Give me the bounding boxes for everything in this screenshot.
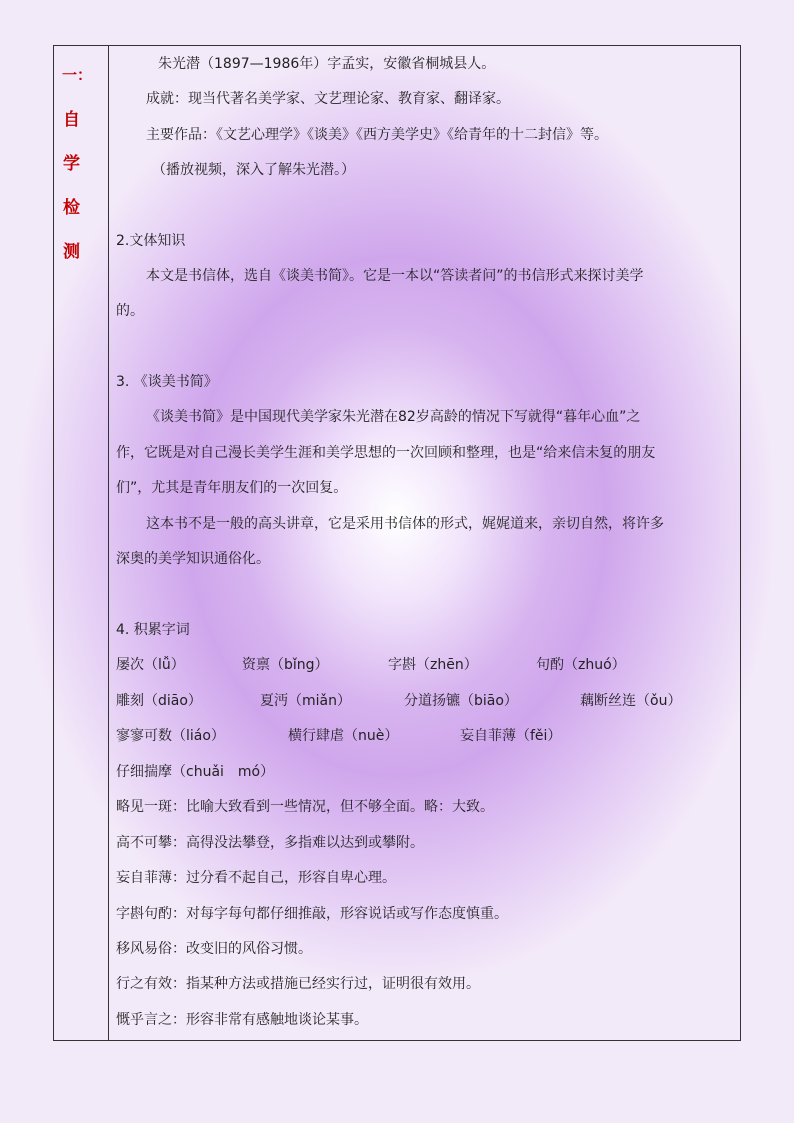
pinyin-item: 屡次（lǚ） <box>116 657 185 673</box>
pinyin-item: 寥寥可数（liáo） <box>116 728 225 744</box>
definition-item: 字斟句酌：对每字每句都仔细推敲，形容说话或写作态度慎重。 <box>116 906 508 922</box>
genre-heading: 2.文体知识 <box>116 233 186 249</box>
definition-item: 略见一斑：比喻大致看到一些情况，但不够全面。略：大致。 <box>116 799 494 815</box>
book-para2-line2: 深奥的美学知识通俗化。 <box>116 551 270 567</box>
pinyin-item: 字斟（zhēn） <box>388 657 478 673</box>
pinyin-item: 分道扬镳（biāo） <box>404 693 518 709</box>
definition-item: 妄自菲薄：过分看不起自己，形容自卑心理。 <box>116 870 396 886</box>
author-intro: 朱光潜（1897—1986年）字孟实，安徽省桐城县人。 <box>158 56 496 72</box>
pinyin-item: 雕刻（diāo） <box>116 693 202 709</box>
vocab-heading: 4. 积累字词 <box>116 622 190 638</box>
pinyin-item: 仔细揣摩（chuǎi mó） <box>116 764 275 780</box>
pinyin-item: 藕断丝连（ǒu） <box>580 693 682 709</box>
definition-item: 高不可攀：高得没法攀登，多指难以达到或攀附。 <box>116 835 424 851</box>
worksheet-table <box>53 45 741 1041</box>
pinyin-item: 资禀（bǐng） <box>242 657 329 673</box>
author-works: 主要作品：《文艺心理学》《谈美》《西方美学史》《给青年的十二封信》等。 <box>146 127 608 143</box>
pinyin-item: 句酌（zhuó） <box>536 657 626 673</box>
book-para1-line2: 作，它既是对自己漫长美学生涯和美学思想的一次回顾和整理，也是“给来信未复的朋友 <box>116 445 656 461</box>
section-label-cell <box>54 46 109 1040</box>
book-para1-line3: 们”，尤其是青年朋友们的一次回复。 <box>116 480 348 496</box>
book-heading: 3. 《谈美书简》 <box>116 374 218 390</box>
genre-text-line2: 的。 <box>116 303 144 319</box>
pinyin-item: 横行肆虐（nuè） <box>288 728 399 744</box>
genre-text-line1: 本文是书信体，选自《谈美书简》。它是一本以“答读者问”的书信形式来探讨美学 <box>146 268 644 284</box>
video-note: （播放视频，深入了解朱光潜。） <box>152 162 355 178</box>
definition-item: 慨乎言之：形容非常有感触地谈论某事。 <box>116 1012 368 1028</box>
pinyin-item: 妄自菲薄（fěi） <box>460 728 562 744</box>
section-title: 自学检测 <box>63 110 80 262</box>
definition-item: 行之有效：指某种方法或措施已经实行过，证明很有效用。 <box>116 976 480 992</box>
book-para2-line1: 这本书不是一般的高头讲章，它是采用书信体的形式，娓娓道来，亲切自然，将许多 <box>146 516 664 532</box>
book-para1-line1: 《谈美书简》是中国现代美学家朱光潜在82岁高龄的情况下写就得“暮年心血”之 <box>146 409 641 425</box>
pinyin-item: 夏沔（miǎn） <box>260 693 351 709</box>
section-number: 一： <box>62 66 93 84</box>
author-achievement: 成就：现当代著名美学家、文艺理论家、教育家、翻译家。 <box>146 91 510 107</box>
definition-item: 移风易俗：改变旧的风俗习惯。 <box>116 941 312 957</box>
